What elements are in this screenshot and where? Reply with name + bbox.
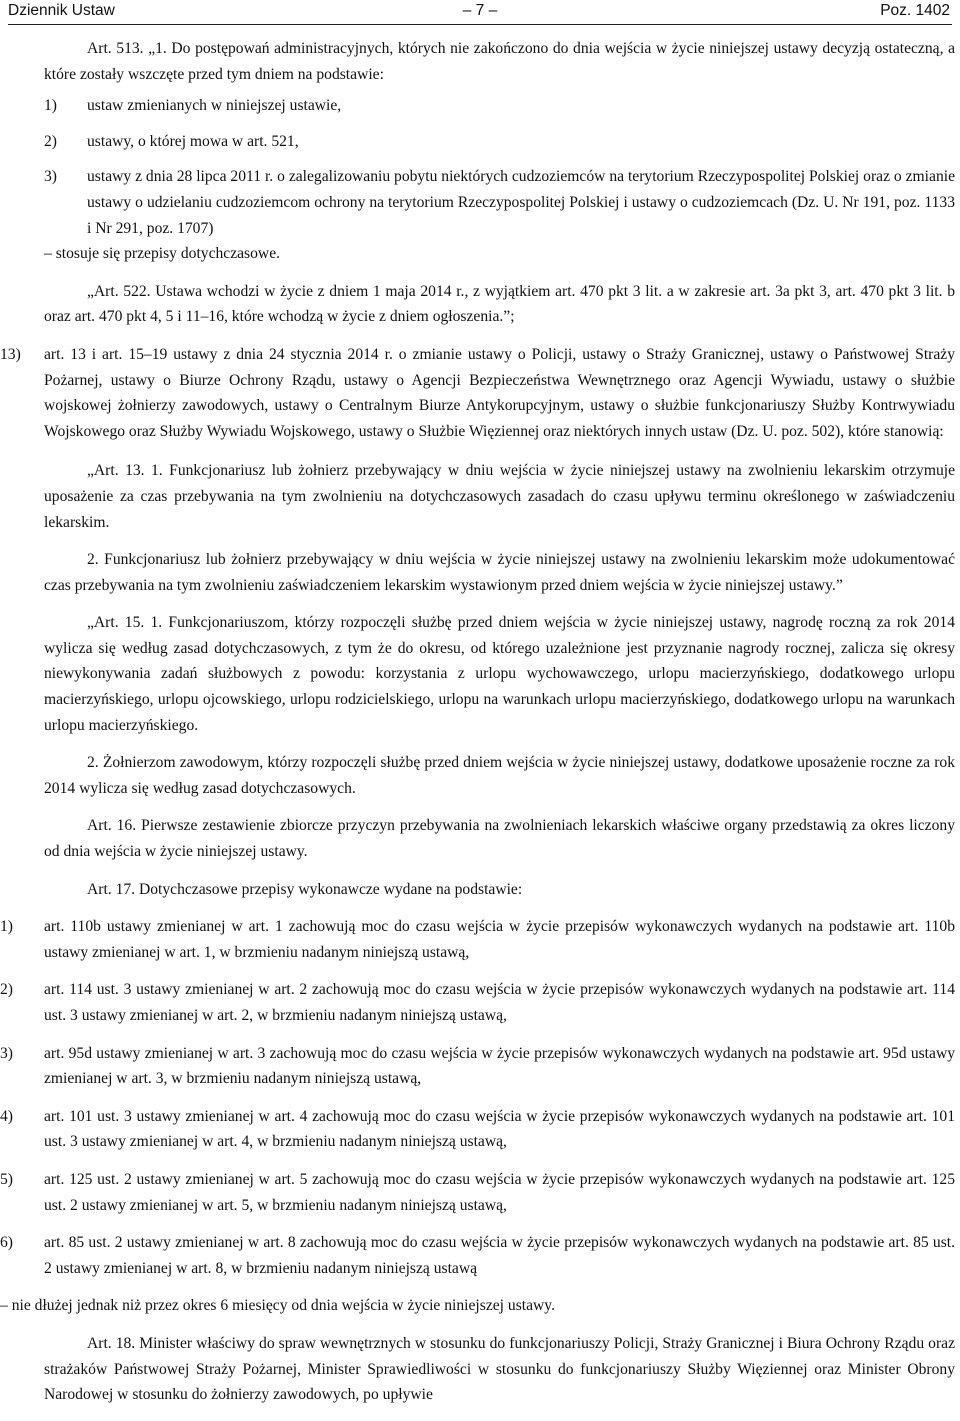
art-522: „Art. 522. Ustawa wchodzi w życie z dniem 1 maja 2014 r., z wyjątkiem art. 470 pkt 3 lit. a w zakresie art. 3a pkt 3, art. 470 pkt 3 lit. b oraz art. 470 pkt 4, 5 i 11–16, które wchodzą w życie z dniem ogłoszenia.”; — [44, 282, 955, 326]
list-text: ustaw zmienianych w niniejszej ustawie, — [87, 97, 342, 115]
art-16: Art. 16. Pierwsze zestawienie zbiorcze przyczyn przebywania na zwolnieniach lekarskich właściwe organy przedstawią za okres liczony od dnia wejścia w życie niniejszej ustawy. — [44, 817, 955, 861]
art-17-item-4 — [0, 1104, 955, 1155]
list-text: art. 114 ust. 3 ustawy zmienianej w art. 2 zachowują moc do czasu wejścia w życie przepisów wykonawczych wydanych na podstawie art. 114 ust. 3 ustawy zmienianej w art. 2, w brzmieniu nadanym niniejszą ustawą, — [44, 981, 955, 1024]
item-13 — [0, 342, 955, 444]
art-15-par-2: 2. Żołnierzom zawodowym, którzy rozpoczęli służbę przed dniem wejścia w życie niniejszej ustawy, dodatkowe uposażenie roczne za rok 2014 wylicza się według zasad dotychczasowych. — [44, 754, 955, 797]
position-number: Poz. 1402 — [880, 2, 950, 19]
art-17-item-6 — [0, 1230, 955, 1281]
page-header — [0, 0, 960, 27]
art-17-item-5 — [0, 1167, 955, 1218]
list-number: 2) — [0, 981, 13, 999]
art-17-closing: – nie dłużej jednak niż przez okres 6 miesięcy od dnia wejścia w życie niniejszej ustawy. — [0, 1297, 555, 1315]
art-13-par-1: „Art. 13. 1. Funkcjonariusz lub żołnierz przebywający w dniu wejścia w życie niniejszej ustawy na zwolnieniu lekarskim otrzymuje uposażenie za czas przebywania na tym zwolnieniu na dotychczasowych zasadach do czasu upływu terminu określonego w zaświadczeniu lekarskim. — [44, 462, 955, 531]
art-15-par-1: „Art. 15. 1. Funkcjonariuszom, którzy rozpoczęli służbę przed dniem wejścia w życie niniejszej ustawy, nagrodę roczną za rok 2014 wylicza się według zasad dotychczasowych, z tym że do okresu, od którego uzależnione jest przyznanie nagrody rocznej, zalicza się okresy niewykonywania zadań służbowych z powodu: korzystania z urlopu wychowawczego, urlopu macierzyńskiego, dodatkowego urlopu macierzyńskiego, urlopu ojcowskiego, urlopu rodzicielskiego, urlopu na warunkach urlopu macierzyńskiego, dodatkowego urlopu na warunkach urlopu macierzyńskiego. — [44, 614, 955, 734]
list-number: 3) — [0, 1044, 13, 1062]
list-text: art. 85 ust. 2 ustawy zmienianej w art. 8 zachowują moc do czasu wejścia w życie przepisów wykonawczych wydanych na podstawie art. 85 ust. 2 ustawy zmienianej w art. 8, w brzmieniu nadanym niniejszą ustawą — [44, 1234, 955, 1277]
list-number: 2) — [44, 132, 57, 150]
art-17-item-1 — [0, 914, 955, 965]
list-number: 1) — [0, 918, 13, 936]
list-text: ustawy, o której mowa w art. 521, — [87, 132, 299, 150]
art-13-par-2: 2. Funkcjonariusz lub żołnierz przebywający w dniu wejścia w życie niniejszej ustawy na zwolnieniu lekarskim może udokumentować czas przebywania na tym zwolnieniu zaświadczeniem lekarskim wystawionym przed dniem wejścia w życie niniejszej ustawy.” — [44, 551, 955, 594]
list-number: 1) — [44, 97, 57, 115]
art-513-closing: – stosuje się przepisy dotychczasowe. — [44, 245, 281, 263]
list-text: art. 110b ustawy zmienianej w art. 1 zachowują moc do czasu wejścia w życie przepisów wykonawczych wydanych na podstawie art. 110b ustawy zmienianej w art. 1, w brzmieniu nadanym niniejszą ustawą, — [44, 918, 955, 961]
list-text: art. 95d ustawy zmienianej w art. 3 zachowują moc do czasu wejścia w życie przepisów wykonawczych wydanych na podstawie art. 95d ustawy zmienianej w art. 3, w brzmieniu nadanym niniejszą ustawą, — [44, 1044, 955, 1088]
art-18: Art. 18. Minister właściwy do spraw wewnętrznych w stosunku do funkcjonariuszy Policji, Straży Granicznej i Biura Ochrony Rządu oraz strażaków Państwowej Straży Pożarnej, Minister Sprawiedliwości w stosunku do funkcjonariuszy Służby Więziennej oraz Minister Obrony Narodowej w stosunku do żołnierzy zawodowych, po upływie — [44, 1334, 955, 1404]
journal-title: Dziennik Ustaw — [8, 2, 115, 19]
list-text: ustawy z dnia 28 lipca 2011 r. o zalegalizowaniu pobytu niektórych cudzoziemców na terytorium Rzeczypospolitej Polskiej oraz o zmianie ustawy o udzielaniu cudzoziemcom ochrony na terytorium Rzeczypospolitej Polskiej i ustawy o cudzoziemcach (Dz. U. Nr 191, poz. 1133 i Nr 291, poz. 1707) — [87, 168, 955, 237]
art-17-item-3 — [0, 1041, 955, 1092]
list-number: 6) — [0, 1234, 13, 1252]
document-body — [0, 36, 955, 1408]
list-text: art. 13 i art. 15–19 ustawy z dnia 24 stycznia 2014 r. o zmianie ustawy o Policji, ustawy o Straży Granicznej, ustawy o Państwowej Straży Pożarnej, ustawy o Biurze Ochrony Rządu, ustawy o Agencji Bezpieczeństwa Wewnętrznego oraz Agencji Wywiadu, ustawy o służbie wojskowej żołnierzy zawodowych, ustawy o Centralnym Biurze Antykorupcyjnym, ustawy o służbie funkcjonariuszy Służby Kontrwywiadu Wojskowego oraz Służby Wywiadu Wojskowego, ustawy o Służbie Więziennej oraz niektórych innych ustaw (Dz. U. poz. 502), które stanowią: — [44, 345, 955, 440]
art-17-intro: Art. 17. Dotychczasowe przepisy wykonawcze wydane na podstawie: — [87, 880, 523, 898]
art-513-item-3 — [44, 164, 955, 241]
art-17-item-2 — [0, 977, 955, 1028]
page-number: – 7 – — [462, 2, 498, 19]
header-divider — [8, 24, 952, 25]
list-number: 4) — [0, 1107, 13, 1125]
list-number: 5) — [0, 1170, 13, 1188]
art-513-intro: Art. 513. „1. Do postępowań administracyjnych, których nie zakończono do dnia wejścia w życie niniejszej ustawy decyzją ostateczną, a które zostały wszczęte przed tym dniem na podstawie: — [44, 40, 955, 83]
list-number: 3) — [44, 168, 57, 186]
art-513-item-2 — [44, 129, 955, 155]
list-number: 13) — [0, 345, 21, 363]
list-text: art. 125 ust. 2 ustawy zmienianej w art. 5 zachowują moc do czasu wejścia w życie przepisów wykonawczych wydanych na podstawie art. 125 ust. 2 ustawy zmienianej w art. 5, w brzmieniu nadanym niniejszą ustawą, — [44, 1170, 955, 1214]
art-513-item-1 — [44, 93, 955, 119]
list-text: art. 101 ust. 3 ustawy zmienianej w art. 4 zachowują moc do czasu wejścia w życie przepisów wykonawczych wydanych na podstawie art. 101 ust. 3 ustawy zmienianej w art. 4, w brzmieniu nadanym niniejszą ustawą, — [44, 1107, 955, 1151]
